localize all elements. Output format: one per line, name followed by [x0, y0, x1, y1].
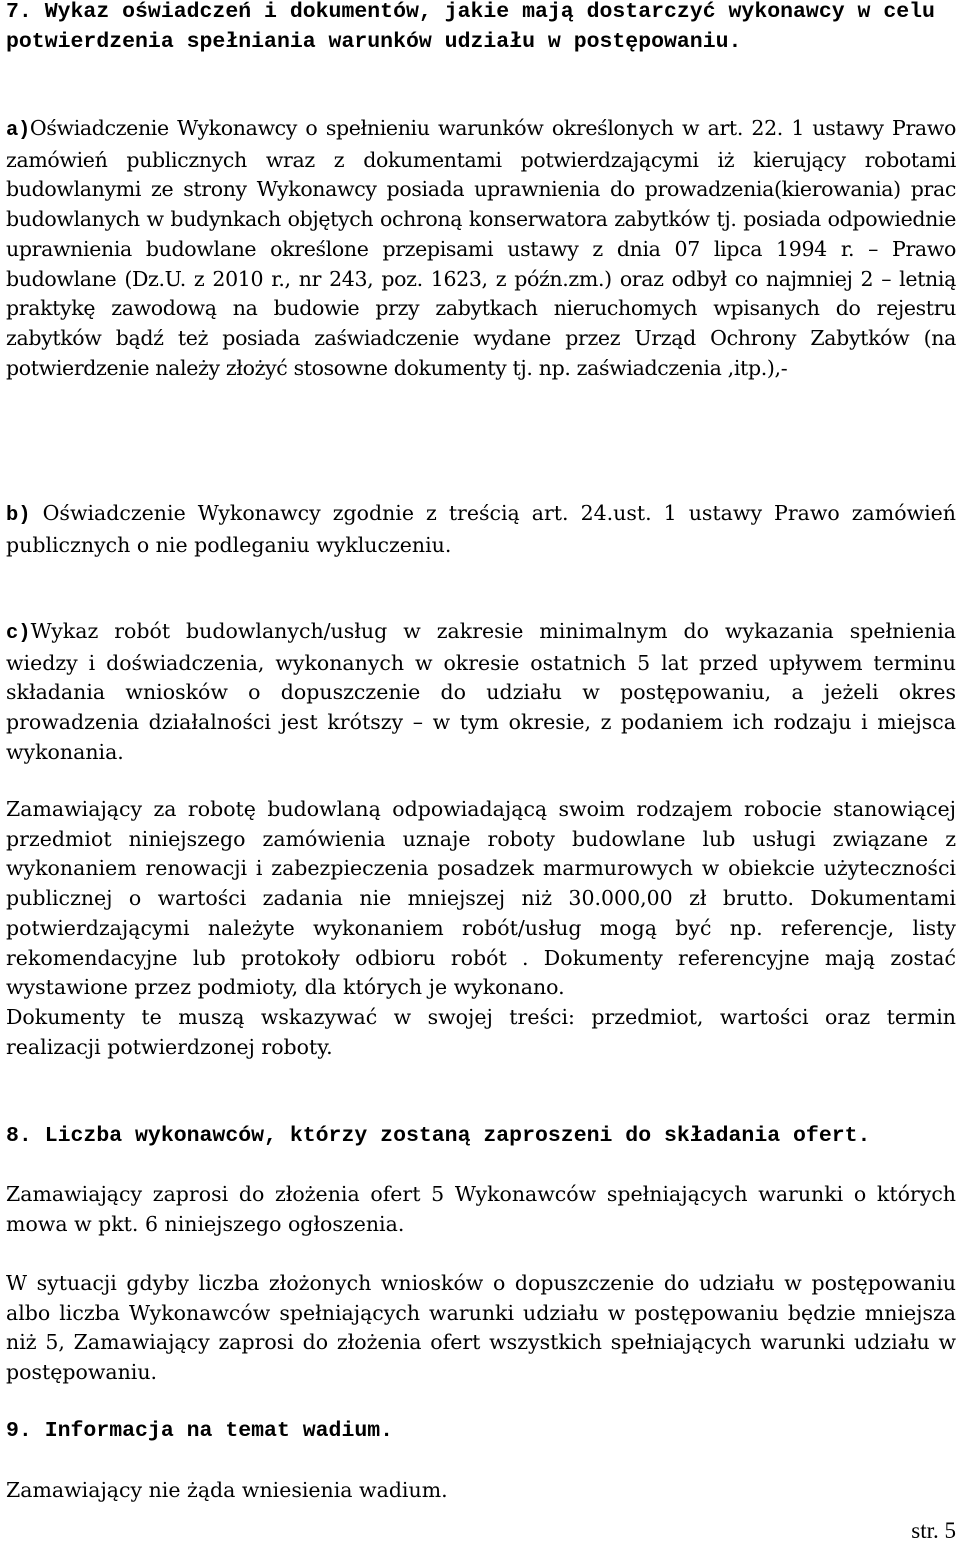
- paragraph-zamawiajacy: Zamawiający za robotę budowlaną odpowiadającą swoim rodzajem robocie stanowiącej przedmiot niniejszego zamówienia uznaje roboty budowlane lub usługi związane z wykonaniem renowacji i zabezpieczenia posadzek marmurowych w obiekcie użyteczności publicznej o wartości zadania nie mniejszej niż 30.000,00 zł brutto. Dokumentami potwierdzającymi należyte wykonaniem robót/usług mogą być np. referencje, listy rekomendacyjne lub protokoły odbioru robót . Dokumenty referencyjne mają zostać wystawione przez podmioty, dla których je wykonano.: [6, 797, 956, 1000]
- section-9-heading: 9. Informacja na temat wadium.: [6, 1419, 394, 1443]
- section-7-heading: 7. Wykaz oświadczeń i dokumentów, jakie mają dostarczyć wykonawcy w celu potwierdzenia spełniania warunków udziału w postępowaniu.: [6, 0, 935, 54]
- item-a-text: Oświadczenie Wykonawcy o spełnieniu warunków określonych w art. 22. 1 ustawy Prawo zamówień publicznych wraz z dokumentami potwierdzającymi iż kierujący robotami budowlanymi ze strony Wykonawcy posiada uprawnienia do prowadzenia(kierowania) prac budowlanych w budynkach objętych ochroną konserwatora zabytków tj. posiada odpowiednie uprawnienia budowlane określone przepisami ustawy z dnia 07 lipca 1994 r. – Prawo budowlane (Dz.U. z 2010 r., nr 243, poz. 1623, z późn.zm.) oraz odbył co najmniej 2 – letnią praktykę zawodową na budowie przy zabytkach nieruchomych wpisanych do rejestru zabytków bądź też posiada zaświadczenie wydane przez Urząd Ochrony Zabytków (na potwierdzenie należy złożyć stosowne dokumenty tj. np. zaświadczenia ,itp.),-: [6, 116, 956, 380]
- section-9-paragraph-1: Zamawiający nie żąda wniesienia wadium.: [6, 1478, 448, 1502]
- item-b-label: b): [6, 504, 31, 527]
- section-7-item-b: [6, 499, 956, 560]
- item-a-label: a): [6, 119, 30, 142]
- section-7-closing: [6, 795, 956, 1062]
- page-number: str. 5: [911, 1518, 956, 1543]
- section-8-paragraph-2: W sytuacji gdyby liczba złożonych wniosków o dopuszczenie do udziału w postępowaniu albo liczba Wykonawców spełniających warunki udziału w postępowaniu będzie mniejsza niż 5, Zamawiający zaprosi do złożenia ofert wszystkich spełniających warunki udziału w postępowaniu.: [6, 1271, 956, 1385]
- item-c-label: c): [6, 622, 31, 645]
- section-8-paragraph-1: Zamawiający zaprosi do złożenia ofert 5 Wykonawców spełniających warunki o których mowa w pkt. 6 niniejszego ogłoszenia.: [6, 1182, 956, 1236]
- item-b-text: Oświadczenie Wykonawcy zgodnie z treścią art. 24.ust. 1 ustawy Prawo zamówień publicznych o nie podleganiu wykluczeniu.: [6, 501, 956, 557]
- item-c-text: Wykaz robót budowlanych/usług w zakresie minimalnym do wykazania spełnienia wiedzy i doświadczenia, wykonanych w okresie ostatnich 5 lat przed upływem terminu składania wniosków o dopuszczenie do udziału w postępowaniu, a jeżeli okres prowadzenia działalności jest krótszy – w tym okresie, z podaniem ich rodzaju i miejsca wykonania.: [6, 619, 956, 764]
- section-8-heading: 8. Liczba wykonawców, którzy zostaną zaproszeni do składania ofert.: [6, 1124, 871, 1148]
- section-7-item-c: [6, 617, 956, 768]
- section-7-item-a: [6, 114, 956, 383]
- paragraph-dokumenty: Dokumenty te muszą wskazywać w swojej treści: przedmiot, wartości oraz termin realizacji potwierdzonej roboty.: [6, 1004, 956, 1059]
